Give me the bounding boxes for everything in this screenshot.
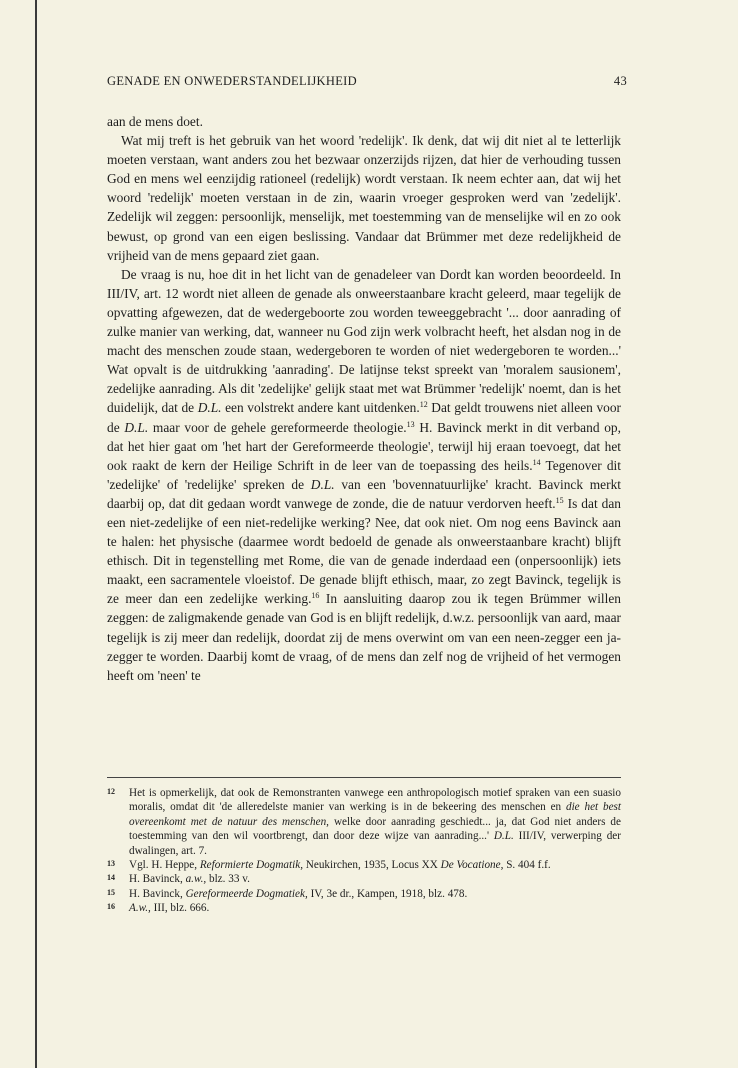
- text-run: Neukirchen, 1935, Locus XX: [303, 859, 441, 872]
- paragraph: [107, 131, 621, 265]
- text-run: Is dat dan een niet-zedelijke of een niet-redelijke werking? Nee, dat ook niet. Om nog eens Bavinck aan te halen: het physische (daarmee wordt bedoeld de genade als onweerstaanbare kracht) blijft ethisch. Dit in tegenstelling met Rome, die van de genade inderdaad een (onpersoonlijk) iets maakt, een sacramentele vloeistof. De genade blijft ethisch, maar, zo zegt Bavinck, tegelijk is ze meer dan een zedelijke werking.: [107, 495, 621, 607]
- footnote-reference: 15: [555, 495, 564, 505]
- italic-text: Gereformeerde Dogmatiek,: [185, 887, 308, 900]
- running-header: [107, 74, 627, 94]
- footnote-reference: 13: [406, 419, 415, 429]
- italic-text: die het best overeenkomt met de natuur des menschen,: [129, 801, 621, 828]
- page-number: 43: [613, 74, 627, 88]
- paragraph: [107, 112, 621, 131]
- footnote-number: 12: [107, 787, 115, 796]
- text-run: III/IV, verwerping der dwalingen, art. 7.: [129, 830, 621, 857]
- paragraph: [107, 265, 621, 685]
- text-run: In aansluiting daarop zou ik tegen Brümmer willen zeggen: de zaligmakende genade van God is en blijft redelijk, d.w.z. persoonlijk van aard, maar tegelijk is zij meer dan redelijk, doordat zij de mens overwint om van een neen-zegger een ja-zegger te worden. Daarbij komt de vraag, of de mens dan zelf nog de vrijheid of het vermogen heeft om 'neen' te: [107, 591, 621, 683]
- text-run: maar voor de gehele gereformeerde theologie.: [148, 419, 407, 435]
- footnote-number: 14: [107, 873, 115, 883]
- text-run: S. 404 f.f.: [503, 859, 551, 872]
- text-run: een volstrekt andere kant uitdenken.: [221, 400, 420, 416]
- text-run: Vgl. H. Heppe,: [129, 859, 200, 872]
- text-run: Tegenover dit 'zedelijke' of 'redelijke' spreken de: [107, 457, 621, 492]
- italic-text: D.L.: [124, 419, 149, 435]
- text-run: De vraag is nu, hoe dit in het licht van de genadeleer van Dordt kan worden beoordeeld. In III/IV, art. 12 wordt niet alleen de genade als onweerstaanbare kracht geleerd, maar tegelijk de opvatting afgewezen, dat de wedergeboorte zou worden teweeggebracht '... door aanrading of zulke manier van werking, dat, wanneer nu God zijn werk volbracht heeft, het alsdan nog in de macht des menschen zoude staan, wedergeboren te worden of niet wedergeboren te worden...' Wat opvalt is de uitdrukking 'aanrading'. De latijnse tekst spreekt van 'moralem sausionem', zedelijke aanrading. Als dit 'zedelijke' gelijk staat met wat Brümmer 'redelijk' noemt, dan is het duidelijk, dat de: [107, 266, 621, 416]
- text-run: Wat mij treft is het gebruik van het woord 'redelijk'. Ik denk, dat wij dit niet al te letterlijk moeten verstaan, want anders zou het bezwaar onzerzijds rijzen, dat hier de verhouding tussen God en mens wel eenzijdig rationeel (redelijk) wordt verstaan. Ik neem echter aan, dat wij het woord 'redelijk' moeten verstaan in de zin, waarin vroeger gesproken werd van 'zedelijk'. Zedelijk wil zeggen: persoonlijk, menselijk, met toestemming van de menselijke wil en zo ook bewust, op grond van een eigen beslissing. Vandaar dat Brümmer met deze redelijkheid de vrijheid van de mens gepaard ziet gaan.: [107, 133, 621, 263]
- text-run: IV, 3e dr., Kampen, 1918, blz. 478.: [307, 887, 468, 900]
- footnote-rule: [107, 777, 621, 778]
- footnote: [107, 887, 621, 901]
- text-run: H. Bavinck merkt in dit verband op, dat het hier gaat om 'het hart der Gereformeerde theologie', terwijl hij eraan toevoegt, dat het ook raakt de kern der Heilige Schrift in de leer van de toepassing des heils.: [107, 419, 621, 473]
- text-run: Dat geldt trouwens niet alleen voor de: [107, 400, 621, 435]
- text-run: H. Bavinck,: [129, 887, 186, 900]
- italic-text: a.w.,: [185, 873, 207, 886]
- text-run: van een 'bovennatuurlijke' kracht. Bavinck merkt daarbij op, dat dit gedaan wordt vanwege de zonde, die de natuur verdorven heeft.: [107, 476, 621, 511]
- footnote-reference: 14: [532, 457, 541, 467]
- footnote: [107, 786, 621, 858]
- text-run: aan de mens doet.: [107, 114, 203, 129]
- footnote-number: 16: [107, 902, 115, 912]
- footnote: [107, 901, 621, 915]
- text-run: welke door aanrading geschiedt... ja, dat God niet anders de toestemming van den wil voortbrengt, dan door deze wijze van aanrading...': [129, 815, 621, 843]
- text-run: blz. 33 v.: [206, 873, 250, 886]
- italic-text: D.L.: [493, 830, 514, 843]
- page-edge-line: [35, 0, 37, 1068]
- italic-text: De Vocatione,: [440, 859, 504, 872]
- running-title: GENADE EN ONWEDERSTANDELIJKHEID: [107, 74, 357, 88]
- footnote-reference: 12: [419, 400, 428, 410]
- footnote-number: 13: [107, 859, 115, 869]
- text-run: Het is opmerkelijk, dat ook de Remonstranten vanwege een anthropologisch motief spraken van een suasio moralis, omdat dit 'de alleredelste manier van werking is in de bekeering des menschen en: [129, 787, 621, 814]
- body-text: [107, 112, 621, 685]
- footnote: [107, 872, 621, 886]
- italic-text: Reformierte Dogmatik,: [199, 859, 303, 872]
- text-run: III, blz. 666.: [150, 902, 210, 915]
- text-run: H. Bavinck,: [129, 873, 186, 886]
- italic-text: D.L.: [197, 400, 222, 416]
- italic-text: A.w.,: [129, 902, 151, 915]
- footnote: [107, 858, 621, 872]
- footnotes: [107, 786, 621, 916]
- footnote-number: 15: [107, 887, 115, 897]
- italic-text: D.L.: [310, 476, 335, 492]
- footnote-reference: 16: [311, 591, 320, 601]
